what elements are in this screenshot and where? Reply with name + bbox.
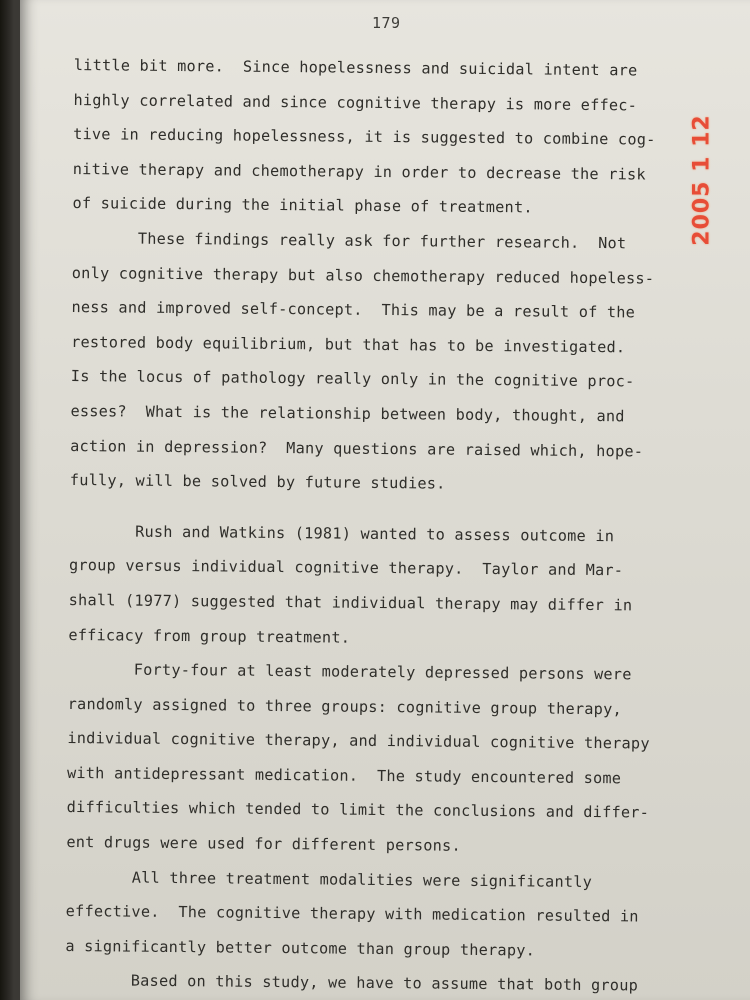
- text-line: with antidepressant medication. The study encountered some: [66, 763, 622, 788]
- text-line: shall (1977) suggested that individual therapy may differ in: [68, 590, 633, 615]
- book-page: [20, 0, 750, 1000]
- text-line: Rush and Watkins (1981) wanted to assess outcome in: [69, 521, 615, 545]
- text-line: randomly assigned to three groups: cognitive group therapy,: [67, 694, 623, 718]
- text-line: action in depression? Many questions are raised which, hope-: [70, 436, 644, 461]
- text-line: Forty-four at least moderately depressed persons were: [67, 660, 632, 684]
- text-line: nitive therapy and chemotherapy in order to decrease the risk: [72, 159, 646, 184]
- text-line: a significantly better outcome than group therapy.: [65, 936, 536, 960]
- text-line: Based on this study, we have to assume that both group: [64, 971, 639, 995]
- text-line: highly correlated and since cognitive therapy is more effec-: [73, 90, 638, 115]
- text-line: effective. The cognitive therapy with medication resulted in: [65, 902, 639, 926]
- text-line: tive in reducing hopelessness, it is suggested to combine cog-: [73, 125, 656, 149]
- text-line: restored body equilibrium, but that has to be investigated.: [71, 332, 626, 357]
- text-line: group versus individual cognitive therapy. Taylor and Mar-: [68, 556, 624, 580]
- text-line: only cognitive therapy but also chemotherapy reduced hopeless-: [71, 263, 655, 288]
- page-number: 179: [372, 14, 401, 32]
- text-line: These findings really ask for further research. Not: [72, 228, 627, 253]
- text-line: of suicide during the initial phase of treatment.: [72, 194, 533, 217]
- text-line: esses? What is the relationship between body, thought, and: [70, 401, 625, 426]
- text-line: little bit more. Since hopelessness and suicidal intent are: [73, 55, 638, 80]
- text-line: ness and improved self-concept. This may be a result of the: [71, 298, 636, 322]
- date-stamp-text: 2005 1 12: [689, 114, 715, 246]
- text-line: efficacy from group treatment.: [68, 625, 351, 647]
- date-stamp: [684, 95, 720, 265]
- text-line: All three treatment modalities were significantly: [65, 867, 593, 891]
- body-text: [65, 48, 714, 1000]
- text-line: difficulties which tended to limit the conclusions and differ-: [66, 798, 650, 823]
- text-line: individual cognitive therapy, and individual cognitive therapy: [67, 729, 650, 753]
- text-line: ent drugs were used for different persons.: [66, 833, 461, 855]
- text-line: Is the locus of pathology really only in the cognitive proc-: [70, 367, 635, 391]
- text-line: fully, will be solved by future studies.: [69, 471, 446, 493]
